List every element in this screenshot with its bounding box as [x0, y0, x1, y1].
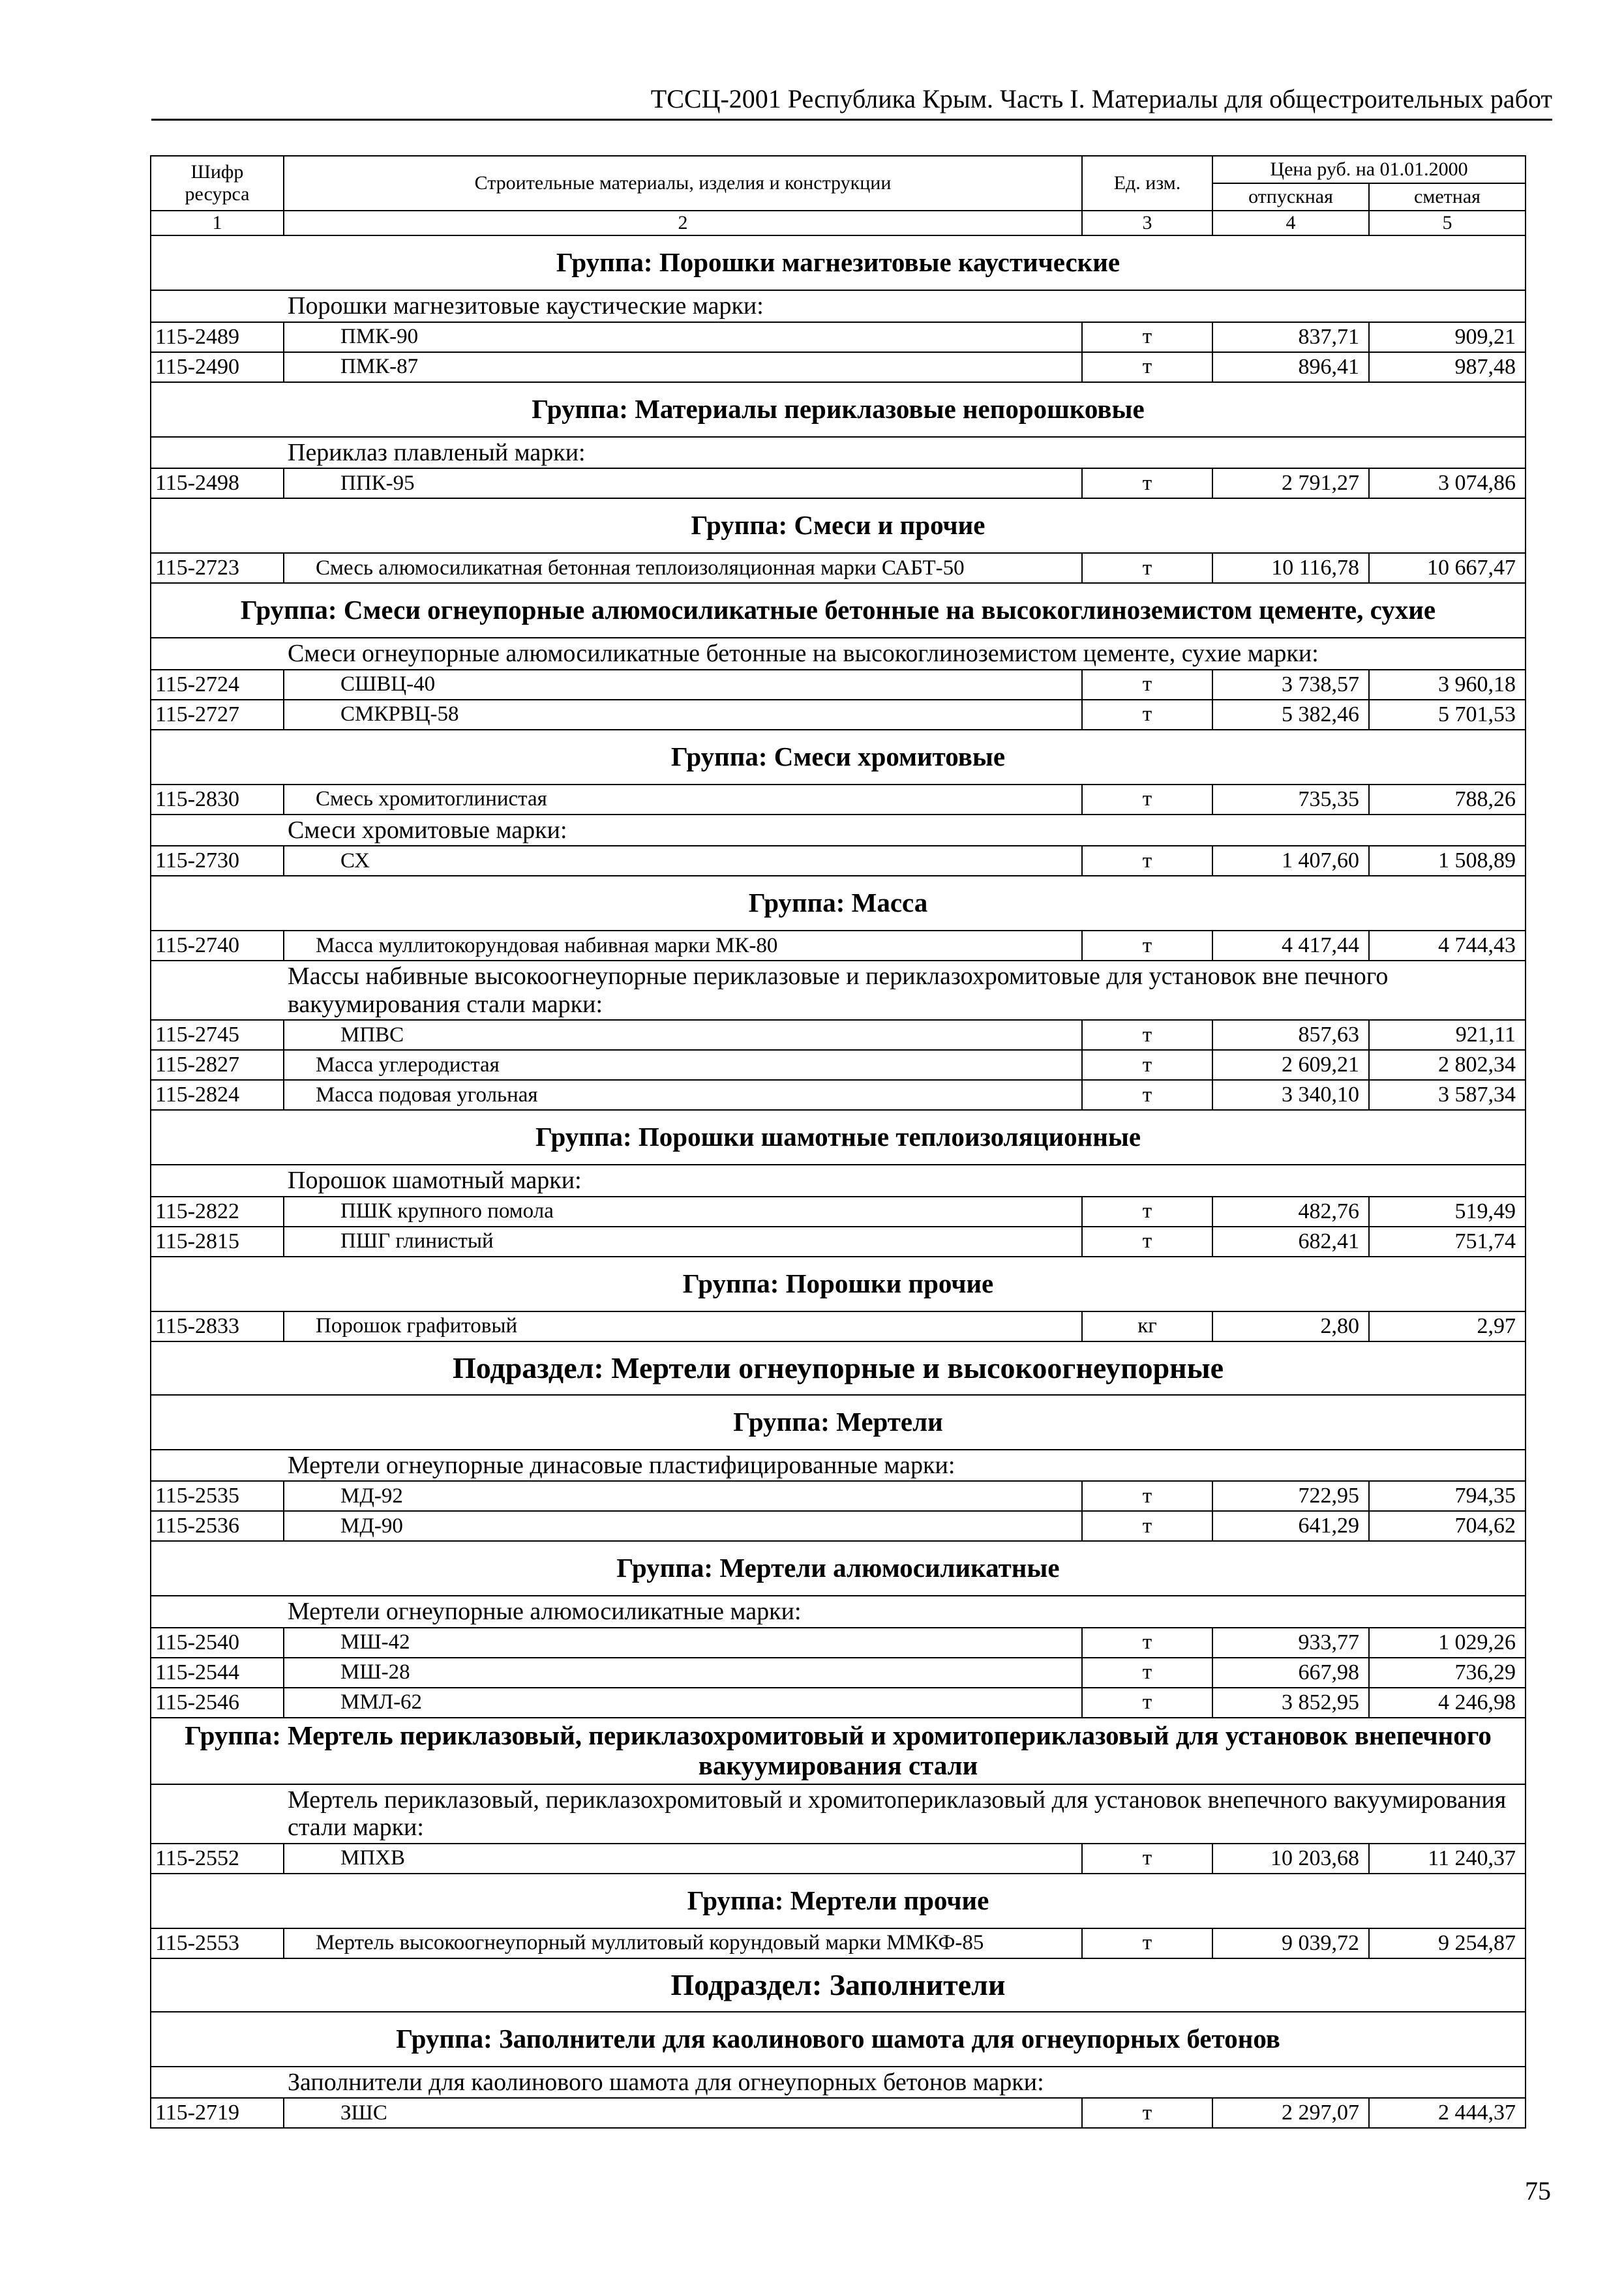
table-row	[151, 1481, 1526, 1511]
column-number: 5	[1369, 211, 1526, 235]
group-heading-row	[151, 1541, 1526, 1596]
header-code: Шифр ресурса	[151, 156, 284, 211]
estimate-price: 3 074,86	[1369, 468, 1526, 498]
grade-intro-text: Смеси огнеупорные алюмосиликатные бетонные на высокоглиноземистом цементе, сухие марки:	[284, 638, 1526, 670]
material-name: ПШГ глинистый	[284, 1227, 1082, 1257]
resource-code: 115-2490	[151, 352, 284, 382]
empty-code-cell	[151, 290, 284, 322]
resource-code: 115-2815	[151, 1227, 284, 1257]
material-name: СМКРВЦ-58	[284, 700, 1082, 730]
group-heading: Группа: Порошки прочие	[151, 1257, 1526, 1311]
table-row	[151, 322, 1526, 352]
group-heading: Группа: Смеси и прочие	[151, 498, 1526, 553]
resource-code: 115-2535	[151, 1481, 284, 1511]
material-name: ПШК крупного помола	[284, 1197, 1082, 1227]
header-name: Строительные материалы, изделия и конструкции	[284, 156, 1082, 211]
group-heading: Группа: Заполнители для каолинового шамота для огнеупорных бетонов	[151, 2012, 1526, 2067]
resource-code: 115-2727	[151, 700, 284, 730]
estimate-price: 9 254,87	[1369, 1928, 1526, 1958]
unit-of-measure: т	[1082, 1020, 1212, 1050]
price-table	[150, 155, 1526, 2129]
table-row	[151, 1628, 1526, 1658]
release-price: 9 039,72	[1212, 1928, 1369, 1958]
table-row	[151, 1080, 1526, 1110]
group-heading: Группа: Мертель периклазовый, периклазохромитовый и хромитопериклазовый для установок внепечного вакуумирования стали	[151, 1718, 1526, 1784]
resource-code: 115-2536	[151, 1511, 284, 1541]
release-price: 2 297,07	[1212, 2098, 1369, 2128]
resource-code: 115-2719	[151, 2098, 284, 2128]
group-heading-row	[151, 2012, 1526, 2067]
material-name: Смесь алюмосиликатная бетонная теплоизоляционная марки САБТ-50	[284, 553, 1082, 583]
unit-of-measure: т	[1082, 1050, 1212, 1080]
material-name: СХ	[284, 846, 1082, 876]
resource-code: 115-2740	[151, 931, 284, 961]
column-number: 3	[1082, 211, 1212, 235]
material-name: ПМК-90	[284, 322, 1082, 352]
grade-intro-text: Мертели огнеупорные динасовые пластифицированные марки:	[284, 1450, 1526, 1482]
resource-code: 115-2546	[151, 1688, 284, 1718]
group-heading-row	[151, 730, 1526, 785]
estimate-price: 519,49	[1369, 1197, 1526, 1227]
unit-of-measure: т	[1082, 1080, 1212, 1110]
unit-of-measure: т	[1082, 322, 1212, 352]
grade-intro-text: Порошки магнезитовые каустические марки:	[284, 290, 1526, 322]
estimate-price: 987,48	[1369, 352, 1526, 382]
unit-of-measure: т	[1082, 352, 1212, 382]
material-name: МШ-42	[284, 1628, 1082, 1658]
group-heading: Группа: Масса	[151, 876, 1526, 931]
empty-code-cell	[151, 1784, 284, 1844]
resource-code: 115-2544	[151, 1658, 284, 1688]
table-row	[151, 670, 1526, 700]
grade-intro-row	[151, 437, 1526, 469]
page-number: 75	[1525, 2176, 1551, 2206]
resource-code: 115-2830	[151, 785, 284, 815]
unit-of-measure: т	[1082, 846, 1212, 876]
release-price: 857,63	[1212, 1020, 1369, 1050]
estimate-price: 3 587,34	[1369, 1080, 1526, 1110]
release-price: 3 340,10	[1212, 1080, 1369, 1110]
table-body	[151, 235, 1526, 2128]
column-number: 2	[284, 211, 1082, 235]
resource-code: 115-2489	[151, 322, 284, 352]
page-header-title: ТССЦ-2001 Республика Крым. Часть I. Материалы для общестроительных работ	[650, 84, 1552, 113]
release-price: 1 407,60	[1212, 846, 1369, 876]
material-name: МПХВ	[284, 1844, 1082, 1874]
material-name: ППК-95	[284, 468, 1082, 498]
resource-code: 115-2498	[151, 468, 284, 498]
grade-intro-row	[151, 1165, 1526, 1197]
unit-of-measure: т	[1082, 1928, 1212, 1958]
table-row	[151, 1928, 1526, 1958]
estimate-price: 704,62	[1369, 1511, 1526, 1541]
group-heading: Группа: Мертели	[151, 1395, 1526, 1450]
unit-of-measure: т	[1082, 700, 1212, 730]
release-price: 2 791,27	[1212, 468, 1369, 498]
empty-code-cell	[151, 1165, 284, 1197]
estimate-price: 10 667,47	[1369, 553, 1526, 583]
material-name: Масса углеродистая	[284, 1050, 1082, 1080]
unit-of-measure: т	[1082, 1688, 1212, 1718]
estimate-price: 751,74	[1369, 1227, 1526, 1257]
unit-of-measure: т	[1082, 1628, 1212, 1658]
group-heading: Группа: Смеси огнеупорные алюмосиликатные бетонные на высокоглиноземистом цементе, сухие	[151, 583, 1526, 638]
grade-intro-row	[151, 1784, 1526, 1844]
group-heading-row	[151, 1110, 1526, 1165]
release-price: 2 609,21	[1212, 1050, 1369, 1080]
resource-code: 115-2824	[151, 1080, 284, 1110]
empty-code-cell	[151, 437, 284, 469]
group-heading-row	[151, 1718, 1526, 1784]
estimate-price: 736,29	[1369, 1658, 1526, 1688]
estimate-price: 2,97	[1369, 1311, 1526, 1341]
release-price: 5 382,46	[1212, 700, 1369, 730]
table-row	[151, 352, 1526, 382]
material-name: Масса подовая угольная	[284, 1080, 1082, 1110]
resource-code: 115-2553	[151, 1928, 284, 1958]
table-row	[151, 468, 1526, 498]
grade-intro-row	[151, 1450, 1526, 1482]
group-heading-row	[151, 1395, 1526, 1450]
release-price: 10 203,68	[1212, 1844, 1369, 1874]
unit-of-measure: т	[1082, 2098, 1212, 2128]
empty-code-cell	[151, 638, 284, 670]
group-heading-row	[151, 1874, 1526, 1928]
unit-of-measure: т	[1082, 1844, 1212, 1874]
grade-intro-text: Порошок шамотный марки:	[284, 1165, 1526, 1197]
estimate-price: 921,11	[1369, 1020, 1526, 1050]
material-name: МШ-28	[284, 1658, 1082, 1688]
grade-intro-text: Мертель периклазовый, периклазохромитовый и хромитопериклазовый для установок внепечного вакуумирования стали марки:	[284, 1784, 1526, 1844]
table-row	[151, 2098, 1526, 2128]
grade-intro-row	[151, 290, 1526, 322]
grade-intro-text: Смеси хромитовые марки:	[284, 815, 1526, 846]
unit-of-measure: т	[1082, 931, 1212, 961]
table-row	[151, 846, 1526, 876]
table-row	[151, 1197, 1526, 1227]
subsection-heading: Подраздел: Заполнители	[151, 1958, 1526, 2012]
table-row	[151, 1020, 1526, 1050]
header-release-price: отпускная	[1212, 183, 1369, 211]
resource-code: 115-2730	[151, 846, 284, 876]
subsection-heading: Подраздел: Мертели огнеупорные и высокоогнеупорные	[151, 1341, 1526, 1395]
group-heading: Группа: Мертели прочие	[151, 1874, 1526, 1928]
empty-code-cell	[151, 961, 284, 1020]
material-name: ММЛ-62	[284, 1688, 1082, 1718]
column-number: 1	[151, 211, 284, 235]
estimate-price: 2 802,34	[1369, 1050, 1526, 1080]
grade-intro-text: Мертели огнеупорные алюмосиликатные марки:	[284, 1596, 1526, 1628]
table-row	[151, 1227, 1526, 1257]
estimate-price: 5 701,53	[1369, 700, 1526, 730]
grade-intro-row	[151, 1596, 1526, 1628]
unit-of-measure: т	[1082, 1511, 1212, 1541]
table-row	[151, 553, 1526, 583]
material-name: Масса муллитокорундовая набивная марки МК-80	[284, 931, 1082, 961]
subsection-heading-row	[151, 1958, 1526, 2012]
material-name: МПВС	[284, 1020, 1082, 1050]
group-heading-row	[151, 1257, 1526, 1311]
release-price: 10 116,78	[1212, 553, 1369, 583]
material-name: Смесь хромитоглинистая	[284, 785, 1082, 815]
release-price: 735,35	[1212, 785, 1369, 815]
unit-of-measure: т	[1082, 785, 1212, 815]
group-heading-row	[151, 876, 1526, 931]
resource-code: 115-2723	[151, 553, 284, 583]
material-name: ПМК-87	[284, 352, 1082, 382]
grade-intro-text: Заполнители для каолинового шамота для огнеупорных бетонов марки:	[284, 2067, 1526, 2099]
release-price: 3 852,95	[1212, 1688, 1369, 1718]
table-row	[151, 700, 1526, 730]
grade-intro-text: Периклаз плавленый марки:	[284, 437, 1526, 469]
unit-of-measure: т	[1082, 1197, 1212, 1227]
unit-of-measure: т	[1082, 468, 1212, 498]
release-price: 4 417,44	[1212, 931, 1369, 961]
material-name: СШВЦ-40	[284, 670, 1082, 700]
header-unit: Ед. изм.	[1082, 156, 1212, 211]
resource-code: 115-2552	[151, 1844, 284, 1874]
estimate-price: 2 444,37	[1369, 2098, 1526, 2128]
empty-code-cell	[151, 815, 284, 846]
release-price: 641,29	[1212, 1511, 1369, 1541]
table-row	[151, 1050, 1526, 1080]
estimate-price: 3 960,18	[1369, 670, 1526, 700]
material-name: Порошок графитовый	[284, 1311, 1082, 1341]
grade-intro-row	[151, 2067, 1526, 2099]
column-number-row	[151, 211, 1526, 235]
grade-intro-text: Массы набивные высокоогнеупорные периклазовые и периклазохромитовые для установок вне печного вакуумирования стали марки:	[284, 961, 1526, 1020]
table-row	[151, 1658, 1526, 1688]
unit-of-measure: т	[1082, 553, 1212, 583]
resource-code: 115-2540	[151, 1628, 284, 1658]
material-name: МД-92	[284, 1481, 1082, 1511]
table-row	[151, 1844, 1526, 1874]
unit-of-measure: т	[1082, 1658, 1212, 1688]
table-row	[151, 1511, 1526, 1541]
estimate-price: 794,35	[1369, 1481, 1526, 1511]
table-row	[151, 785, 1526, 815]
release-price: 2,80	[1212, 1311, 1369, 1341]
grade-intro-row	[151, 815, 1526, 846]
estimate-price: 1 508,89	[1369, 846, 1526, 876]
table-header-row	[151, 156, 1526, 183]
group-heading-row	[151, 235, 1526, 290]
resource-code: 115-2822	[151, 1197, 284, 1227]
column-number: 4	[1212, 211, 1369, 235]
group-heading-row	[151, 583, 1526, 638]
release-price: 837,71	[1212, 322, 1369, 352]
subsection-heading-row	[151, 1341, 1526, 1395]
estimate-price: 4 744,43	[1369, 931, 1526, 961]
unit-of-measure: т	[1082, 670, 1212, 700]
resource-code: 115-2833	[151, 1311, 284, 1341]
estimate-price: 788,26	[1369, 785, 1526, 815]
release-price: 482,76	[1212, 1197, 1369, 1227]
group-heading: Группа: Материалы периклазовые непорошковые	[151, 382, 1526, 437]
group-heading: Группа: Порошки магнезитовые каустические	[151, 235, 1526, 290]
release-price: 896,41	[1212, 352, 1369, 382]
header-price: Цена руб. на 01.01.2000	[1212, 156, 1526, 183]
release-price: 682,41	[1212, 1227, 1369, 1257]
release-price: 722,95	[1212, 1481, 1369, 1511]
material-name: Мертель высокоогнеупорный муллитовый корундовый марки ММКФ-85	[284, 1928, 1082, 1958]
empty-code-cell	[151, 1596, 284, 1628]
table-row	[151, 1311, 1526, 1341]
header-rule	[151, 119, 1552, 121]
material-name: МД-90	[284, 1511, 1082, 1541]
group-heading: Группа: Смеси хромитовые	[151, 730, 1526, 785]
grade-intro-row	[151, 961, 1526, 1020]
unit-of-measure: т	[1082, 1227, 1212, 1257]
unit-of-measure: т	[1082, 1481, 1212, 1511]
unit-of-measure: кг	[1082, 1311, 1212, 1341]
grade-intro-row	[151, 638, 1526, 670]
release-price: 3 738,57	[1212, 670, 1369, 700]
estimate-price: 4 246,98	[1369, 1688, 1526, 1718]
table-row	[151, 1688, 1526, 1718]
group-heading: Группа: Порошки шамотные теплоизоляционные	[151, 1110, 1526, 1165]
empty-code-cell	[151, 2067, 284, 2099]
resource-code: 115-2745	[151, 1020, 284, 1050]
release-price: 667,98	[1212, 1658, 1369, 1688]
header-estimate-price: сметная	[1369, 183, 1526, 211]
estimate-price: 909,21	[1369, 322, 1526, 352]
resource-code: 115-2827	[151, 1050, 284, 1080]
empty-code-cell	[151, 1450, 284, 1482]
group-heading: Группа: Мертели алюмосиликатные	[151, 1541, 1526, 1596]
group-heading-row	[151, 498, 1526, 553]
resource-code: 115-2724	[151, 670, 284, 700]
release-price: 933,77	[1212, 1628, 1369, 1658]
table-row	[151, 931, 1526, 961]
estimate-price: 1 029,26	[1369, 1628, 1526, 1658]
group-heading-row	[151, 382, 1526, 437]
material-name: ЗШС	[284, 2098, 1082, 2128]
estimate-price: 11 240,37	[1369, 1844, 1526, 1874]
